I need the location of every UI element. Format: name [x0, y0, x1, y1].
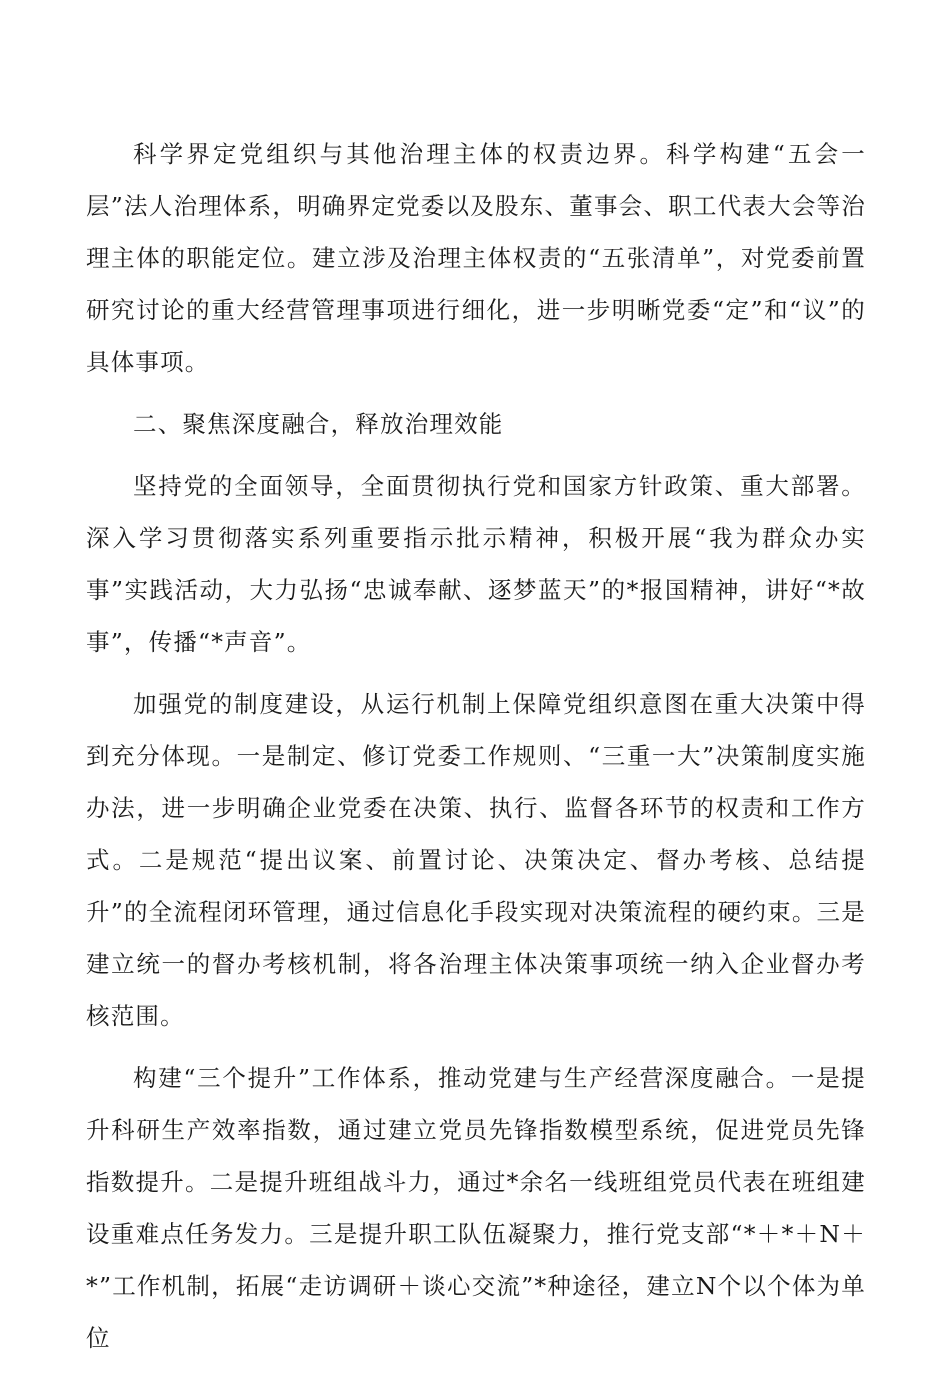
paragraph-party-leadership: 坚持党的全面领导，全面贯彻执行党和国家方针政策、重大部署。深入学习贯彻落实系列重要指示批示精神，积极开展“我为群众办实事”实践活动，大力弘扬“忠诚奉献、逐梦蓝天”的*报国精神，讲好“*故事”，传播“*声音”。: [86, 472, 866, 656]
paragraph-rights-boundary: 科学界定党组织与其他治理主体的权责边界。科学构建“五会一层”法人治理体系，明确界定党委以及股东、董事会、职工代表大会等治理主体的职能定位。建立涉及治理主体权责的“五张清单”，对党委前置研究讨论的重大经营管理事项进行细化，进一步明晰党委“定”和“议”的具体事项。: [86, 140, 866, 376]
paragraph-institution-building: 加强党的制度建设，从运行机制上保障党组织意图在重大决策中得到充分体现。一是制定、修订党委工作规则、“三重一大”决策制度实施办法，进一步明确企业党委在决策、执行、监督各环节的权责和工作方式。二是规范“提出议案、前置讨论、决策决定、督办考核、总结提升”的全流程闭环管理，通过信息化手段实现对决策流程的硬约束。三是建立统一的督办考核机制，将各治理主体决策事项统一纳入企业督办考核范围。: [86, 690, 866, 1030]
section-heading: 二、聚焦深度融合，释放治理效能: [133, 410, 504, 438]
document-body: [86, 128, 866, 1374]
paragraph-three-improvements: 构建“三个提升”工作体系，推动党建与生产经营深度融合。一是提升科研生产效率指数，通过建立党员先锋指数模型系统，促进党员先锋指数提升。二是提升班组战斗力，通过*余名一线班组党员代表在班组建设重难点任务发力。三是提升职工队伍凝聚力，推行党支部“*＋*＋N＋*”工作机制，拓展“走访调研＋谈心交流”*种途径，建立N个以个体为单位: [86, 1064, 866, 1352]
